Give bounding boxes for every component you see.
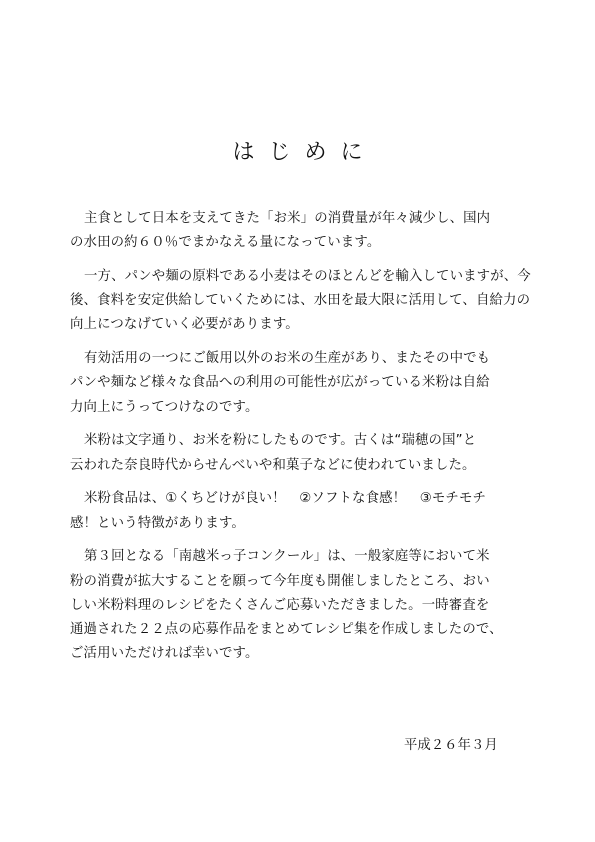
paragraph-line: 力向上にうってつけなのです。 xyxy=(70,399,259,415)
paragraph-line: 感！という特徴があります。 xyxy=(70,515,245,531)
paragraph-line: パンや麺など様々な食品への利用の可能性が広がっている米粉は自給 xyxy=(70,375,490,391)
paragraph-1 xyxy=(70,207,540,255)
paragraph-line: 有効活用の一つにご飯用以外のお米の生産があり、またその中でも xyxy=(84,351,491,367)
paragraph-line: 通過された２２点の応募作品をまとめてレシピ集を作成しましたので、 xyxy=(70,622,503,638)
paragraph-line: 米粉は文字通り、お米を粉にしたものです。古くは“瑞穂の国”と xyxy=(84,433,477,449)
paragraph-line: 粉の消費が拡大することを願って今年度も開催しましたところ、おい xyxy=(70,573,490,589)
paragraph-6 xyxy=(70,545,540,666)
paragraph-line: 第３回となる「南越米っ子コンクール」は、一般家庭等において米 xyxy=(84,549,490,565)
paragraph-line: ご活用いただければ幸いです。 xyxy=(70,646,259,662)
paragraph-line: 米粉食品は、①くちどけが良い！ ②ソフトな食感！ ③モチモチ xyxy=(84,491,487,507)
page-title: はじめに xyxy=(232,140,377,165)
body-text xyxy=(70,207,540,676)
paragraph-3 xyxy=(70,347,540,420)
paragraph-line: しい米粉料理のレシピをたくさんご応募いただきました。一時審査を xyxy=(70,597,490,613)
paragraph-line: の水田の約６０％でまかなえる量になっています。 xyxy=(70,235,381,251)
paragraph-line: 一方、パンや麺の原料である小麦はそのほとんどを輸入していますが、今後、食料を安定供給していくためには、水田を最大限に活用して、自給力の向上につなげていく必要があります。 xyxy=(70,269,531,333)
paragraph-2 xyxy=(70,265,540,338)
paragraph-line: 云われた奈良時代からせんべいや和菓子などに使われていました。 xyxy=(70,457,476,473)
paragraph-5 xyxy=(70,487,540,535)
date-line: 平成２６年３月 xyxy=(404,738,498,753)
paragraph-line: 主食として日本を支えてきた「お米」の消費量が年々減少し、国内 xyxy=(84,211,491,226)
paragraph-4 xyxy=(70,429,540,477)
